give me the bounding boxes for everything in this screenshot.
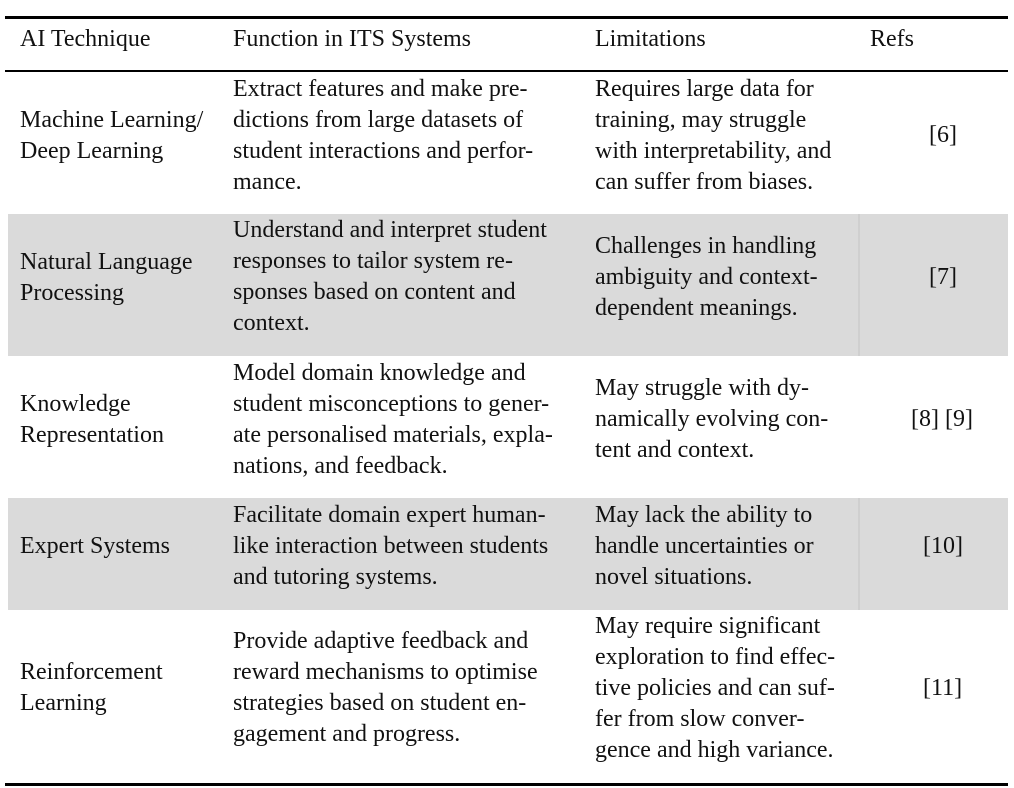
cell-function: Facilitate domain expert human- like interaction between students and tutoring systems.	[233, 502, 549, 590]
cell-refs: [8] [9]	[911, 406, 973, 432]
header-function: Function in ITS Systems	[233, 26, 472, 52]
top-rule	[5, 16, 1008, 19]
cell-limitations: May lack the ability to handle uncertainties or novel situations.	[595, 502, 814, 590]
cell-technique: Knowledge Representation	[20, 391, 164, 448]
cell-technique: Expert Systems	[20, 533, 170, 559]
header-rule	[5, 70, 1008, 72]
cell-function: Extract features and make pre- dictions from large datasets of student interactions and perfor- mance.	[233, 76, 534, 195]
cell-function: Understand and interpret student responses to tailor system re- sponses based on content and context.	[233, 217, 547, 336]
cell-refs: [7]	[929, 264, 957, 290]
header-technique: AI Technique	[20, 26, 151, 52]
cell-refs: [6]	[929, 122, 957, 148]
bottom-rule	[5, 783, 1008, 786]
cell-limitations: Requires large data for training, may struggle with interpretability, and can suffer from biases.	[595, 76, 832, 195]
cell-technique: Reinforcement Learning	[20, 659, 163, 716]
cell-limitations: Challenges in handling ambiguity and context- dependent meanings.	[595, 233, 818, 321]
column-separator	[858, 498, 860, 610]
column-separator	[858, 214, 860, 356]
cell-limitations: May require significant exploration to find effec- tive policies and can suf- fer from slow conver- gence and high variance.	[595, 613, 836, 763]
cell-technique: Machine Learning/ Deep Learning	[20, 107, 204, 164]
header-refs: Refs	[870, 26, 914, 52]
cell-technique: Natural Language Processing	[20, 249, 193, 306]
cell-limitations: May struggle with dy- namically evolving con- tent and context.	[595, 375, 829, 463]
cell-function: Provide adaptive feedback and reward mechanisms to optimise strategies based on student en- gagement and progress.	[233, 628, 538, 747]
cell-refs: [11]	[923, 675, 963, 701]
cell-refs: [10]	[923, 533, 963, 559]
header-limitations: Limitations	[595, 26, 706, 52]
cell-function: Model domain knowledge and student misconceptions to gener- ate personalised materials, expla- nations, and feedback.	[233, 360, 553, 479]
